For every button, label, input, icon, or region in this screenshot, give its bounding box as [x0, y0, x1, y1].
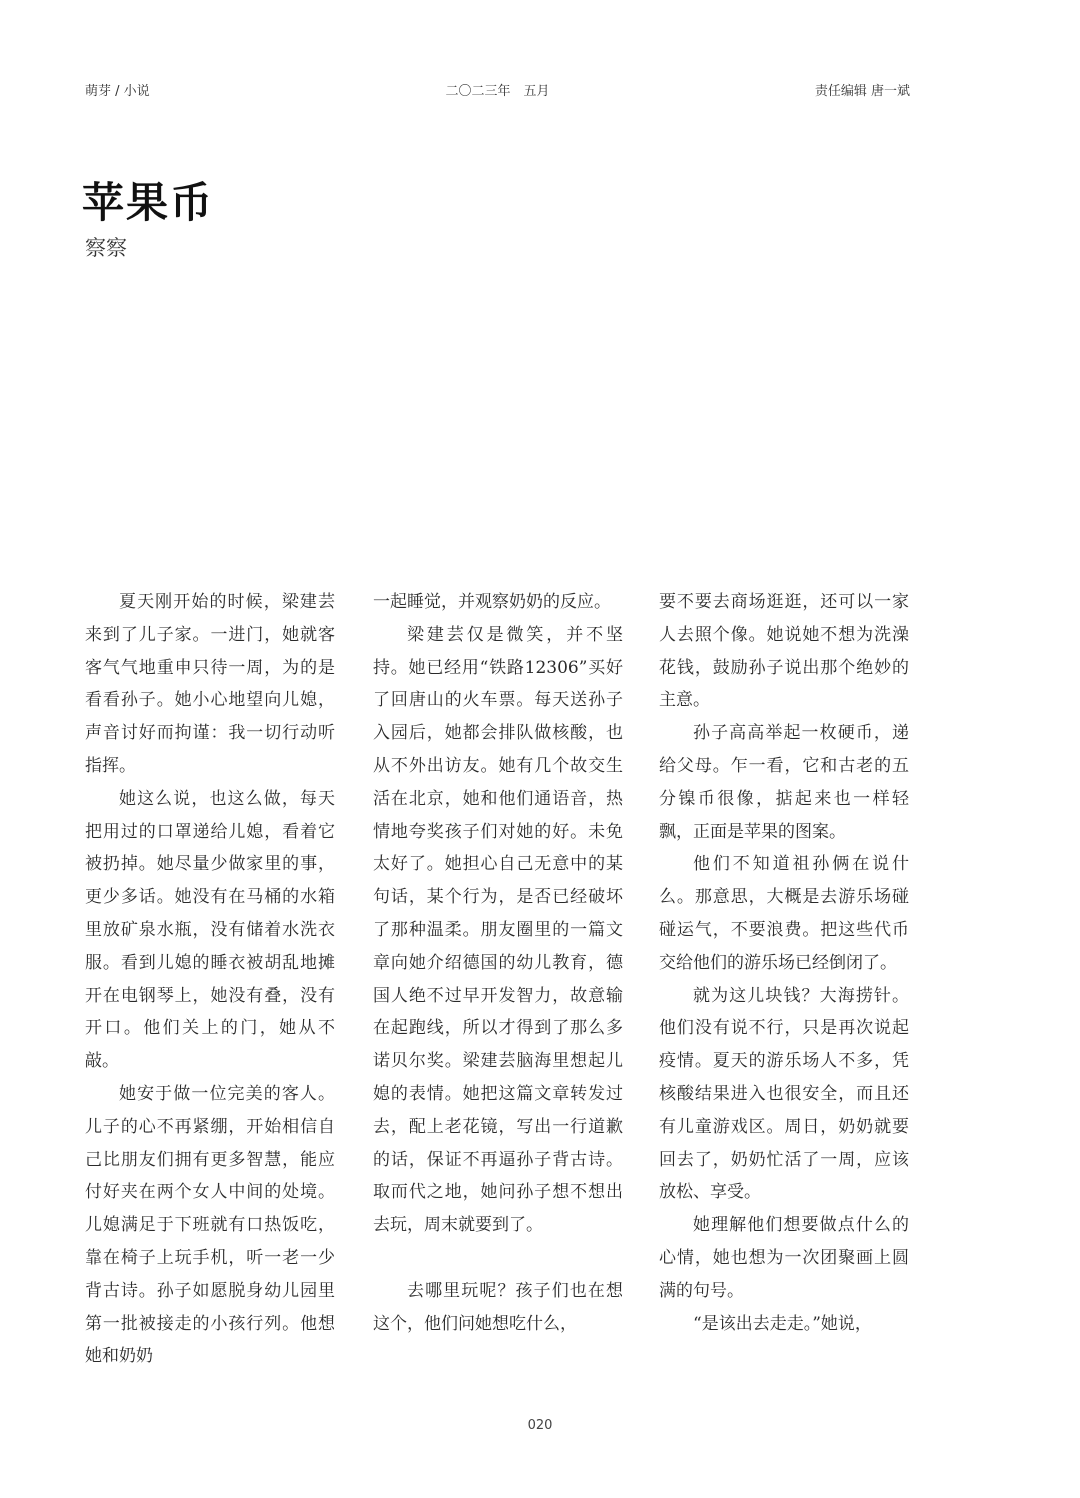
paragraph: “是该出去走走。”她说， [693, 1313, 872, 1334]
paragraph: 一起睡觉，并观察奶奶的反应。 [373, 592, 611, 612]
text-column-1 [85, 586, 335, 1376]
article-body [85, 586, 915, 1376]
issue-date: 二〇二三年 五月 [445, 84, 550, 99]
paragraph: 夏天刚开始的时候，梁建芸来到了儿子家。一进门，她就客客气气地重申只待一周，为的是看看孙子。她小心地望向儿媳，声音讨好而拘谨：我一切行动听指挥。 [85, 592, 335, 776]
text-column-2 [373, 586, 623, 1376]
page-header [85, 80, 910, 104]
paragraph: 就为这儿块钱？大海捞针。他们没有说不行，只是再次说起疫情。夏天的游乐场人不多，凭核酸结果进入也很安全，而且还有儿童游戏区。周日，奶奶就要回去了，奶奶忙活了一周，应该放松、享受。 [659, 985, 909, 1203]
text-column-3 [659, 586, 909, 1376]
paragraph: 她理解他们想要做点什么的心情，她也想为一次团聚画上圆满的句号。 [659, 1215, 909, 1301]
paragraph: 要不要去商场逛逛，还可以一家人去照个像。她说她不想为洗澡花钱，鼓励孙子说出那个绝妙的主意。 [659, 592, 909, 711]
paragraph: 她安于做一位完美的客人。儿子的心不再紧绷，开始相信自己比朋友们拥有更多智慧，能应付好夹在两个女人中间的处境。儿媳满足于下班就有口热饭吃，靠在椅子上玩手机，听一老一少背古诗。孙子如愿脱身幼儿园里第一批被接走的小孩行列。他想她和奶奶 [85, 1083, 335, 1367]
section-label: 萌芽 / 小说 [85, 84, 150, 99]
page-number: 020 [527, 1418, 553, 1433]
editor-credit: 责任编辑 唐一斌 [814, 84, 910, 99]
article-author: 察察 [85, 236, 127, 260]
paragraph: 她这么说，也这么做，每天把用过的口罩递给儿媳，看着它被扔掉。她尽量少做家里的事，更少多话。她没有在马桶的水箱里放矿泉水瓶，没有储着水洗衣服。看到儿媳的睡衣被胡乱地摊开在电钢琴上，她没有叠，没有开口。他们关上的门，她从不敲。 [85, 788, 335, 1072]
paragraph: 孙子高高举起一枚硬币，递给父母。乍一看，它和古老的五分镍币很像，掂起来也一样轻飘，正面是苹果的图案。 [659, 723, 909, 842]
paragraph: 去哪里玩呢？孩子们也在想这个，他们问她想吃什么， [373, 1280, 623, 1334]
paragraph: 梁建芸仅是微笑，并不坚持。她已经用“铁路12306”买好了回唐山的火车票。每天送孙子入园后，她都会排队做核酸，也从不外出访友。她有几个故交生活在北京，她和他们通语音，热情地夸奖孩子们对她的好。未免太好了。她担心自己无意中的某句话，某个行为，是否已经破坏了那种温柔。朋友圈里的一篇文章向她介绍德国的幼儿教育，德国人绝不过早开发智力，故意输在起跑线，所以才得到了那么多诺贝尔奖。梁建芸脑海里想起儿媳的表情。她把这篇文章转发过去，配上老花镜，写出一行道歉的话，保证不再逼孙子背古诗。取而代之地，她问孙子想不想出去玩，周末就要到了。 [373, 624, 623, 1236]
paragraph: 他们不知道祖孙俩在说什么。那意思，大概是去游乐场碰碰运气，不要浪费。把这些代币交给他们的游乐场已经倒闭了。 [659, 854, 909, 973]
article-title: 苹果币 [82, 178, 215, 227]
